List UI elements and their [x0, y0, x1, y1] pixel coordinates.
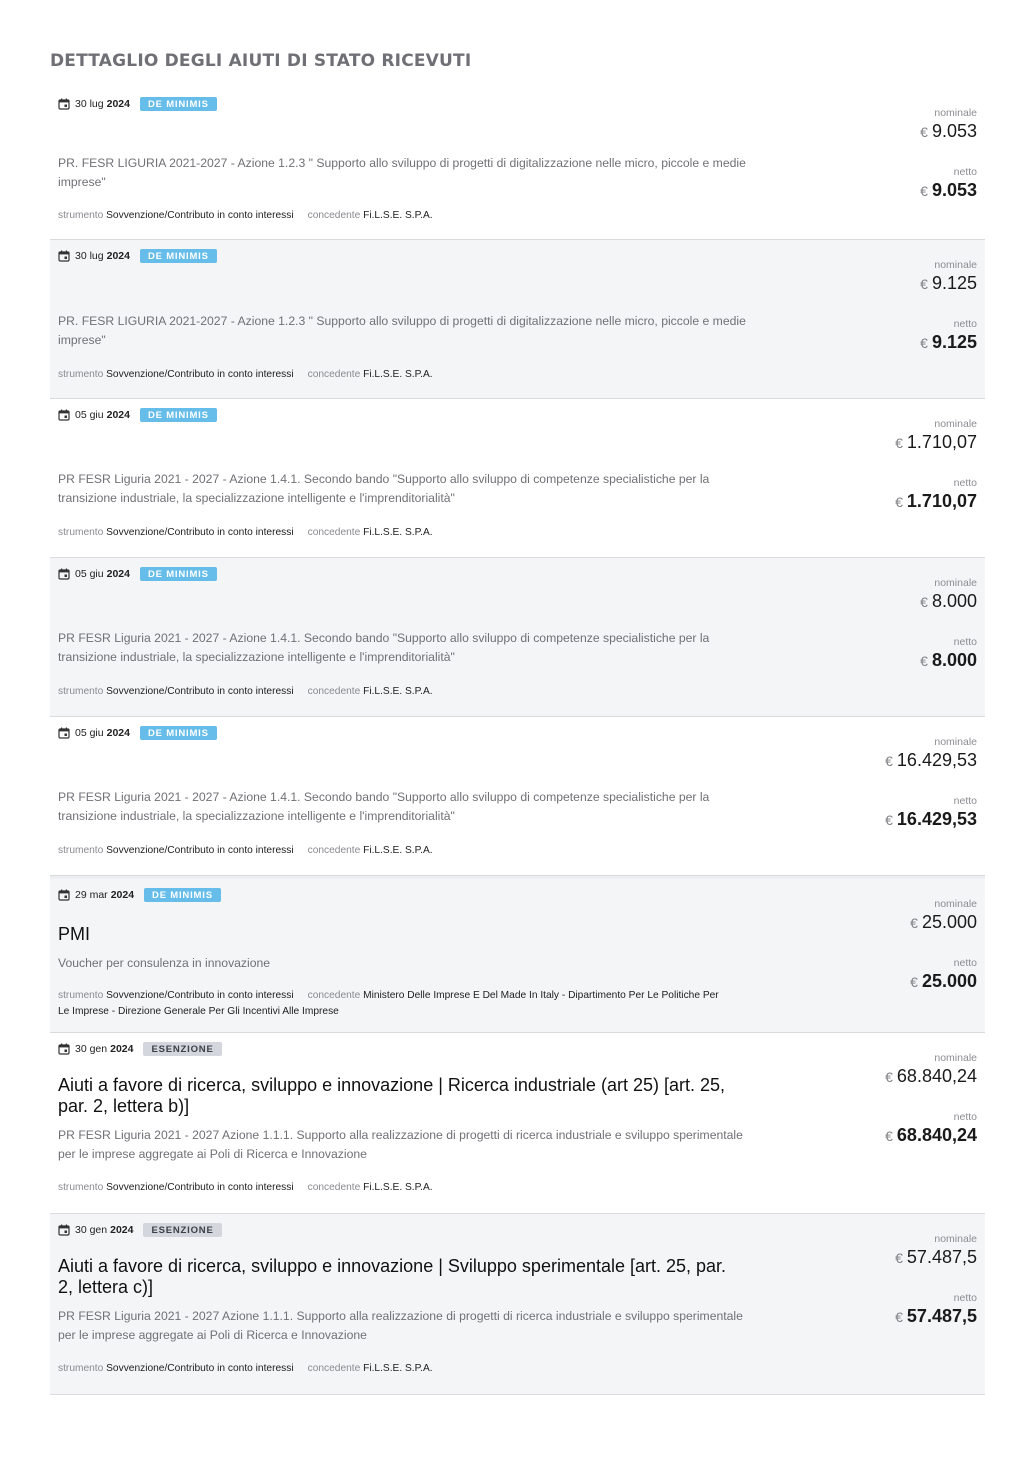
aid-card	[50, 1214, 985, 1395]
aid-meta	[58, 843, 728, 859]
calendar-icon	[58, 409, 70, 421]
nominale-amount	[777, 1065, 977, 1088]
aid-meta	[58, 1180, 728, 1196]
nominale-label: nominale	[934, 1052, 977, 1064]
aid-date-line	[58, 1042, 222, 1056]
calendar-icon	[58, 568, 70, 580]
aid-amounts	[777, 577, 977, 672]
aid-date-year: 2024	[110, 1043, 134, 1055]
concedente-value: Fi.L.S.E. S.P.A.	[363, 845, 433, 856]
aid-description: PR FESR Liguria 2021 - 2027 - Azione 1.4.1. Secondo bando "Supporto allo sviluppo di competenze specialistiche per la transizione industriale, la specializzazione intelligente e l'imprenditorialità"	[58, 472, 710, 505]
aid-card	[50, 399, 985, 558]
strumento-label: strumento	[58, 1363, 107, 1374]
aid-date-year: 2024	[110, 889, 135, 901]
page-title: DETTAGLIO DEGLI AIUTI DI STATO RICEVUTI	[50, 51, 472, 71]
nominale-value: 9.053	[931, 121, 977, 141]
currency-symbol: €	[885, 1128, 893, 1144]
aid-type-badge: DE MINIMIS	[140, 408, 217, 422]
netto-value: 68.840,24	[896, 1125, 977, 1145]
nominale-label: nominale	[934, 898, 977, 910]
aid-meta	[58, 1361, 728, 1377]
netto-label: netto	[953, 636, 977, 648]
concedente-value: Fi.L.S.E. S.P.A.	[363, 1363, 433, 1374]
nominale-amount	[777, 1246, 977, 1269]
strumento-value: Sovvenzione/Contributo in conto interessi	[106, 369, 294, 380]
nominale-amount	[777, 749, 977, 772]
aid-card	[50, 717, 985, 876]
currency-symbol: €	[885, 812, 893, 828]
nominale-label: nominale	[934, 259, 977, 271]
aid-date-year: 2024	[106, 727, 130, 739]
strumento-value: Sovvenzione/Contributo in conto interessi	[106, 990, 294, 1001]
aid-meta	[58, 367, 728, 383]
strumento-value: Sovvenzione/Contributo in conto interessi	[106, 1363, 294, 1374]
aid-date-year: 2024	[106, 250, 130, 262]
aid-date-year: 2024	[106, 409, 130, 421]
aid-date-year: 2024	[110, 1224, 134, 1236]
aid-date-line	[58, 249, 217, 263]
concedente-value: Fi.L.S.E. S.P.A.	[363, 210, 433, 221]
concedente-value: Fi.L.S.E. S.P.A.	[363, 1182, 433, 1193]
aid-meta	[58, 208, 728, 224]
aid-date-day: 05 giu	[75, 568, 104, 580]
aid-date-line	[58, 1223, 222, 1237]
currency-symbol: €	[885, 1069, 893, 1085]
aid-type-badge: ESENZIONE	[143, 1042, 221, 1056]
aid-meta	[58, 525, 728, 541]
aid-type-badge: DE MINIMIS	[140, 249, 217, 263]
nominale-label: nominale	[934, 1233, 977, 1245]
aid-date-day: 30 lug	[75, 98, 104, 110]
netto-value: 16.429,53	[896, 809, 977, 829]
aid-type-badge: DE MINIMIS	[140, 567, 217, 581]
currency-symbol: €	[920, 183, 928, 199]
aid-date-line	[58, 97, 217, 111]
currency-symbol: €	[920, 124, 928, 140]
concedente-value: Fi.L.S.E. S.P.A.	[363, 527, 433, 538]
netto-amount	[777, 649, 977, 672]
aid-amounts	[777, 898, 977, 993]
calendar-icon	[58, 250, 70, 262]
currency-symbol: €	[920, 594, 928, 610]
calendar-icon	[58, 727, 70, 739]
aid-type-badge: ESENZIONE	[143, 1223, 221, 1237]
aid-title: PMI	[58, 924, 91, 944]
netto-label: netto	[953, 1292, 977, 1304]
aid-meta	[58, 684, 728, 700]
netto-label: netto	[953, 318, 977, 330]
netto-value: 8.000	[931, 650, 977, 670]
aid-card	[50, 558, 985, 717]
aid-date-line	[58, 888, 221, 902]
aid-date-day: 05 giu	[75, 727, 104, 739]
nominale-amount	[777, 431, 977, 454]
strumento-value: Sovvenzione/Contributo in conto interessi	[106, 686, 294, 697]
aid-list	[50, 88, 985, 1395]
netto-amount	[777, 970, 977, 993]
aid-title: Aiuti a favore di ricerca, sviluppo e innovazione | Ricerca industriale (art 25) [art. 25, par. 2, lettera b)]	[58, 1075, 725, 1116]
aid-date-day: 30 gen	[75, 1224, 108, 1236]
concedente-value: Fi.L.S.E. S.P.A.	[363, 369, 433, 380]
concedente-value: Fi.L.S.E. S.P.A.	[363, 686, 433, 697]
strumento-label: strumento	[58, 990, 107, 1001]
netto-value: 1.710,07	[906, 491, 977, 511]
aid-type-badge: DE MINIMIS	[140, 97, 217, 111]
currency-symbol: €	[895, 1250, 903, 1266]
calendar-icon	[58, 1043, 70, 1055]
concedente-label: concedente	[307, 527, 364, 538]
currency-symbol: €	[910, 915, 918, 931]
concedente-label: concedente	[307, 845, 364, 856]
aid-description: PR. FESR LIGURIA 2021-2027 - Azione 1.2.3 " Supporto allo sviluppo di progetti di digitalizzazione nelle micro, piccole e medie imprese"	[58, 314, 746, 347]
strumento-label: strumento	[58, 686, 107, 697]
aid-title: Aiuti a favore di ricerca, sviluppo e innovazione | Sviluppo sperimentale [art. 25, par. 2, lettera c)]	[58, 1256, 727, 1297]
aid-date-day: 30 gen	[75, 1043, 108, 1055]
nominale-label: nominale	[934, 577, 977, 589]
aid-date-day: 05 giu	[75, 409, 104, 421]
concedente-label: concedente	[307, 1363, 364, 1374]
strumento-label: strumento	[58, 210, 107, 221]
netto-label: netto	[953, 166, 977, 178]
strumento-label: strumento	[58, 845, 107, 856]
nominale-amount	[777, 590, 977, 613]
aid-description: PR FESR Liguria 2021 - 2027 - Azione 1.4.1. Secondo bando "Supporto allo sviluppo di competenze specialistiche per la transizione industriale, la specializzazione intelligente e l'imprenditorialità"	[58, 790, 710, 823]
aid-description: PR FESR Liguria 2021 - 2027 - Azione 1.4.1. Secondo bando "Supporto allo sviluppo di competenze specialistiche per la transizione industriale, la specializzazione intelligente e l'imprenditorialità"	[58, 631, 710, 664]
aid-amounts	[777, 1052, 977, 1147]
aid-description: PR. FESR LIGURIA 2021-2027 - Azione 1.2.3 " Supporto allo sviluppo di progetti di digitalizzazione nelle micro, piccole e medie imprese"	[58, 156, 746, 189]
netto-amount	[777, 490, 977, 513]
concedente-label: concedente	[307, 369, 364, 380]
netto-value: 57.487,5	[906, 1306, 977, 1326]
strumento-value: Sovvenzione/Contributo in conto interessi	[106, 845, 294, 856]
aid-date-year: 2024	[106, 98, 130, 110]
aid-card	[50, 876, 985, 1033]
nominale-value: 8.000	[931, 591, 977, 611]
aid-amounts	[777, 736, 977, 831]
aid-card	[50, 240, 985, 399]
currency-symbol: €	[885, 753, 893, 769]
concedente-label: concedente	[307, 990, 364, 1001]
concedente-label: concedente	[307, 686, 364, 697]
netto-value: 9.125	[931, 332, 977, 352]
nominale-amount	[777, 272, 977, 295]
netto-amount	[777, 1305, 977, 1328]
netto-value: 25.000	[921, 971, 977, 991]
strumento-label: strumento	[58, 527, 107, 538]
nominale-value: 57.487,5	[906, 1247, 977, 1267]
aid-date-line	[58, 726, 217, 740]
nominale-value: 16.429,53	[896, 750, 977, 770]
aid-description: PR FESR Liguria 2021 - 2027 Azione 1.1.1. Supporto alla realizzazione di progetti di ricerca industriale e sviluppo sperimentale per le imprese aggregate ai Poli di Ricerca e Innovazione	[58, 1128, 743, 1161]
strumento-value: Sovvenzione/Contributo in conto interessi	[106, 527, 294, 538]
currency-symbol: €	[895, 494, 903, 510]
currency-symbol: €	[910, 974, 918, 990]
aid-type-badge: DE MINIMIS	[144, 888, 221, 902]
nominale-value: 9.125	[931, 273, 977, 293]
aid-card	[50, 88, 985, 240]
currency-symbol: €	[920, 276, 928, 292]
nominale-label: nominale	[934, 736, 977, 748]
netto-amount	[777, 179, 977, 202]
netto-label: netto	[953, 1111, 977, 1123]
aid-date-year: 2024	[106, 568, 130, 580]
nominale-amount	[777, 120, 977, 143]
calendar-icon	[58, 98, 70, 110]
strumento-value: Sovvenzione/Contributo in conto interessi	[106, 210, 294, 221]
aid-date-day: 29 mar	[75, 889, 108, 901]
currency-symbol: €	[895, 435, 903, 451]
aid-meta	[58, 988, 728, 1020]
aid-description: Voucher per consulenza in innovazione	[58, 956, 271, 970]
aid-type-badge: DE MINIMIS	[140, 726, 217, 740]
currency-symbol: €	[895, 1309, 903, 1325]
aid-card	[50, 1033, 985, 1214]
strumento-label: strumento	[58, 369, 107, 380]
currency-symbol: €	[920, 653, 928, 669]
nominale-label: nominale	[934, 107, 977, 119]
aid-date-day: 30 lug	[75, 250, 104, 262]
calendar-icon	[58, 1224, 70, 1236]
aid-description: PR FESR Liguria 2021 - 2027 Azione 1.1.1. Supporto alla realizzazione di progetti di ricerca industriale e sviluppo sperimentale per le imprese aggregate ai Poli di Ricerca e Innovazione	[58, 1309, 743, 1342]
netto-amount	[777, 808, 977, 831]
aid-amounts	[777, 418, 977, 513]
concedente-label: concedente	[307, 210, 364, 221]
aid-date-line	[58, 408, 217, 422]
aid-amounts	[777, 107, 977, 202]
nominale-value: 1.710,07	[906, 432, 977, 452]
aid-amounts	[777, 259, 977, 354]
netto-value: 9.053	[931, 180, 977, 200]
netto-label: netto	[953, 477, 977, 489]
strumento-label: strumento	[58, 1182, 107, 1193]
nominale-value: 68.840,24	[896, 1066, 977, 1086]
netto-label: netto	[953, 957, 977, 969]
nominale-label: nominale	[934, 418, 977, 430]
aid-date-line	[58, 567, 217, 581]
concedente-value: Ministero Delle Imprese E Del Made In Italy - Dipartimento Per Le Politiche Per Le Imprese - Direzione Generale Per Gli Incentivi Alle Imprese	[58, 990, 719, 1017]
currency-symbol: €	[920, 335, 928, 351]
netto-amount	[777, 1124, 977, 1147]
nominale-value: 25.000	[921, 912, 977, 932]
strumento-value: Sovvenzione/Contributo in conto interessi	[106, 1182, 294, 1193]
calendar-icon	[58, 889, 70, 901]
nominale-amount	[777, 911, 977, 934]
aid-amounts	[777, 1233, 977, 1328]
concedente-label: concedente	[307, 1182, 364, 1193]
netto-label: netto	[953, 795, 977, 807]
netto-amount	[777, 331, 977, 354]
